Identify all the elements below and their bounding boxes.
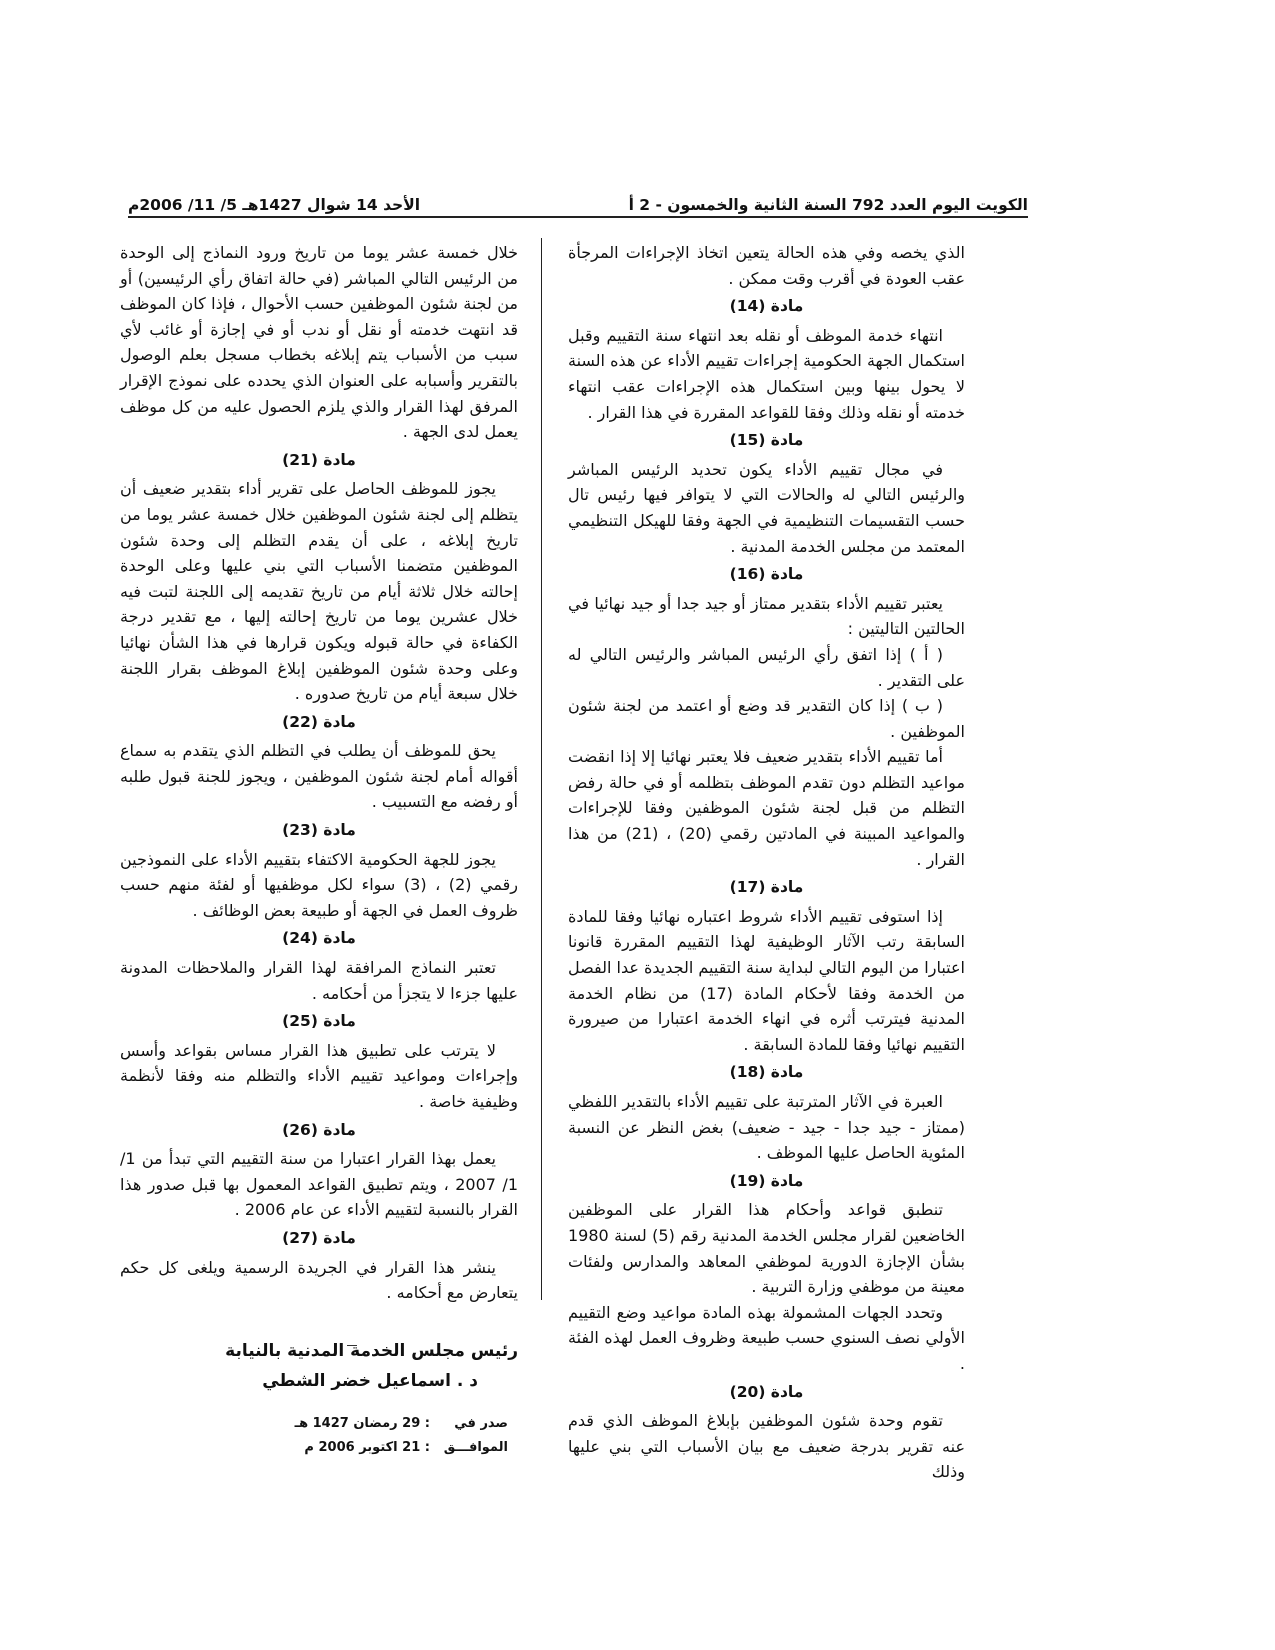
paragraph: لا يترتب على تطبيق هذا القرار مساس بقواعد وأسس وإجراءات ومواعيد تقييم الأداء والتظلم منه وفقا لأنظمة وظيفية خاصة .: [120, 1040, 518, 1111]
signature-name: د . اسماعيل خضر الشطي: [262, 1370, 478, 1391]
article-heading: مادة (14): [729, 297, 804, 316]
article-heading: مادة (19): [729, 1171, 804, 1190]
paragraph: تعتبر النماذج المرافقة لهذا القرار والملاحظات المدونة عليها جزءا لا يتجزأ من أحكامه .: [120, 958, 518, 1003]
signature-block: [120, 1336, 518, 1396]
article-heading: مادة (25): [282, 1012, 356, 1031]
left-column-body: [120, 240, 518, 1306]
column-divider: [541, 238, 542, 1300]
header-date-info: الأحد 14 شوال 1427هـ 5/ 11/ 2006م: [128, 196, 421, 214]
issued-value: : 29 رمضان 1427 هـ: [294, 1415, 430, 1431]
header-issue-info: الكويت اليوم العدد 792 السنة الثانية والخمسون - 2 أ: [628, 196, 1028, 214]
paragraph: يجوز للجهة الحكومية الاكتفاء بتقييم الأداء على النموذجين رقمي (2) ، (3) سواء لكل موظفيها أو لفئة منهم حسب ظروف العمل في الجهة أو طبيعة بعض الوظائف .: [120, 849, 518, 920]
page-header: [128, 182, 1028, 214]
article-heading: مادة (16): [729, 565, 804, 584]
issue-date-block: [120, 1412, 508, 1460]
paragraph: وتحدد الجهات المشمولة بهذه المادة مواعيد وضع التقييم الأولي نصف السنوي حسب طبيعة وظروف العمل لهذه الفئة .: [568, 1302, 965, 1373]
paragraph: خلال خمسة عشر يوما من تاريخ ورود النماذج إلى الوحدة من الرئيس التالي المباشر (في حالة اتفاق رأي الرئيسين) أو من لجنة شئون الموظفين حسب الأحوال ، فإذا كان الموظف قد انتهت خدمته أو نقل أو ندب أو في إجازة أو غائب لأي سبب من الأسباب يتم إبلاغه بخطاب مسجل بعلم الوصول بالتقرير وأسبابه على العنوان الذي يحدده على نموذج الإقرار المرفق لهذا القرار والذي يلزم الحصول عليه من كل موظف يعمل لدى الجهة .: [120, 243, 518, 442]
paragraph: الذي يخصه وفي هذه الحالة يتعين اتخاذ الإجراءات المرجأة عقب العودة في أقرب وقت ممكن .: [568, 243, 965, 288]
paragraph: ينشر هذا القرار في الجريدة الرسمية ويلغى كل حكم يتعارض مع أحكامه .: [120, 1257, 518, 1303]
corresponding-value: : 21 اكتوبر 2006 م: [304, 1439, 430, 1455]
paragraph: العبرة في الآثار المترتبة على تقييم الأداء بالتقدير اللفظي (ممتاز - جيد جدا - جيد - ضعيف) بغض النظر عن النسبة المئوية الحاصل عليها الموظف .: [568, 1092, 965, 1163]
article-heading: مادة (15): [729, 431, 804, 450]
left-column: [120, 240, 518, 1460]
dash-mark: [347, 1345, 357, 1346]
article-heading: مادة (24): [282, 929, 356, 948]
article-heading: مادة (22): [282, 712, 356, 731]
article-heading: مادة (27): [282, 1228, 356, 1247]
paragraph: يعمل بهذا القرار اعتبارا من سنة التقييم التي تبدأ من 1/ 1/ 2007 ، ويتم تطبيق القواعد المعمول بها قبل صدور هذا القرار بالنسبة لتقييم الأداء عن عام 2006 .: [120, 1149, 518, 1220]
issued-label: صدر في: [454, 1415, 508, 1431]
signature-title: رئيس مجلس الخدمة المدنية بالنيابة: [225, 1340, 518, 1361]
right-column: [568, 240, 965, 1485]
corresponding-row: [120, 1436, 508, 1460]
article-heading: مادة (20): [729, 1382, 804, 1401]
paragraph: ( أ ) إذا اتفق رأي الرئيس المباشر والرئيس التالي له على التقدير .: [568, 644, 965, 690]
article-heading: مادة (23): [282, 821, 356, 840]
paragraph: ( ب ) إذا كان التقدير قد وضع أو اعتمد من لجنة شئون الموظفين .: [568, 696, 965, 741]
header-rule: [128, 216, 1028, 218]
paragraph: تقوم وحدة شئون الموظفين بإبلاغ الموظف الذي قدم عنه تقرير بدرجة ضعيف مع بيان الأسباب التي بني عليها وذلك: [568, 1411, 965, 1482]
paragraph: انتهاء خدمة الموظف أو نقله بعد انتهاء سنة التقييم وقبل استكمال الجهة الحكومية إجراءات تقييم الأداء عن هذه السنة لا يحول بينها وبين استكمال هذه الإجراءات عقب انتهاء خدمته أو نقله وذلك وفقا للقواعد المقررة في هذا القرار .: [568, 325, 965, 422]
article-heading: مادة (18): [729, 1063, 804, 1082]
paragraph: يحق للموظف أن يطلب في التظلم الذي يتقدم به سماع أقواله أمام لجنة شئون الموظفين ، ويجوز للجنة قبول طلبه أو رفضه مع التسبيب .: [120, 741, 518, 812]
article-heading: مادة (17): [729, 878, 804, 897]
paragraph: يجوز للموظف الحاصل على تقرير أداء بتقدير ضعيف أن يتظلم إلى لجنة شئون الموظفين خلال خمسة عشر يوما من تاريخ إبلاغه ، على أن يقدم التظلم إلى وحدة شئون الموظفين متضمنا الأسباب التي بني عليها وعلى الوحدة إحالته خلال ثلاثة أيام من تاريخ تقديمه إلى اللجنة لتبت فيه خلال عشرين يوما من تاريخ إحالته إليها ، مع تقدير درجة الكفاءة في حالة قبوله ويكون قرارها في هذا الشأن نهائيا وعلى وحدة شئون الموظفين إبلاغ الموظف بقرار اللجنة خلال سبعة أيام من تاريخ صدوره .: [120, 479, 518, 704]
corresponding-label: الموافـــق: [443, 1439, 508, 1455]
article-heading: مادة (26): [282, 1120, 356, 1139]
article-heading: مادة (21): [282, 450, 356, 469]
issued-row: [120, 1412, 508, 1436]
paragraph: يعتبر تقييم الأداء بتقدير ممتاز أو جيد جدا أو جيد نهائيا في الحالتين التاليتين :: [568, 593, 965, 639]
paragraph: إذا استوفى تقييم الأداء شروط اعتباره نهائيا وفقا للمادة السابقة رتب الآثار الوظيفية لهذا التقييم المقررة قانونا اعتبارا من اليوم التالي لبداية سنة التقييم الجديدة عدا الفصل من الخدمة وفقا لأحكام المادة (17) من نظام الخدمة المدنية فيترتب أثره في انهاء الخدمة اعتبارا من صيرورة التقييم نهائيا وفقا للمادة السابقة .: [568, 906, 966, 1054]
paragraph: في مجال تقييم الأداء يكون تحديد الرئيس المباشر والرئيس التالي له والحالات التي لا يتوافر فيها رئيس تال حسب التقسيمات التنظيمية في الجهة وفقا للهيكل التنظيمي المعتمد من مجلس الخدمة المدنية .: [568, 459, 965, 556]
paragraph: تنطبق قواعد وأحكام هذا القرار على الموظفين الخاضعين لقرار مجلس الخدمة المدنية رقم (5) لسنة 1980 بشأن الإجازة الدورية لموظفي المعاهد والمدارس ولفئات معينة من موظفي وزارة التربية .: [568, 1200, 966, 1297]
paragraph: أما تقييم الأداء بتقدير ضعيف فلا يعتبر نهائيا إلا إذا انقضت مواعيد التظلم دون تقدم الموظف بتظلمه أو في حالة رفض التظلم من قبل لجنة شئون الموظفين وفقا للإجراءات والمواعيد المبينة في المادتين رقمي (20) ، (21) من هذا القرار .: [568, 747, 965, 869]
